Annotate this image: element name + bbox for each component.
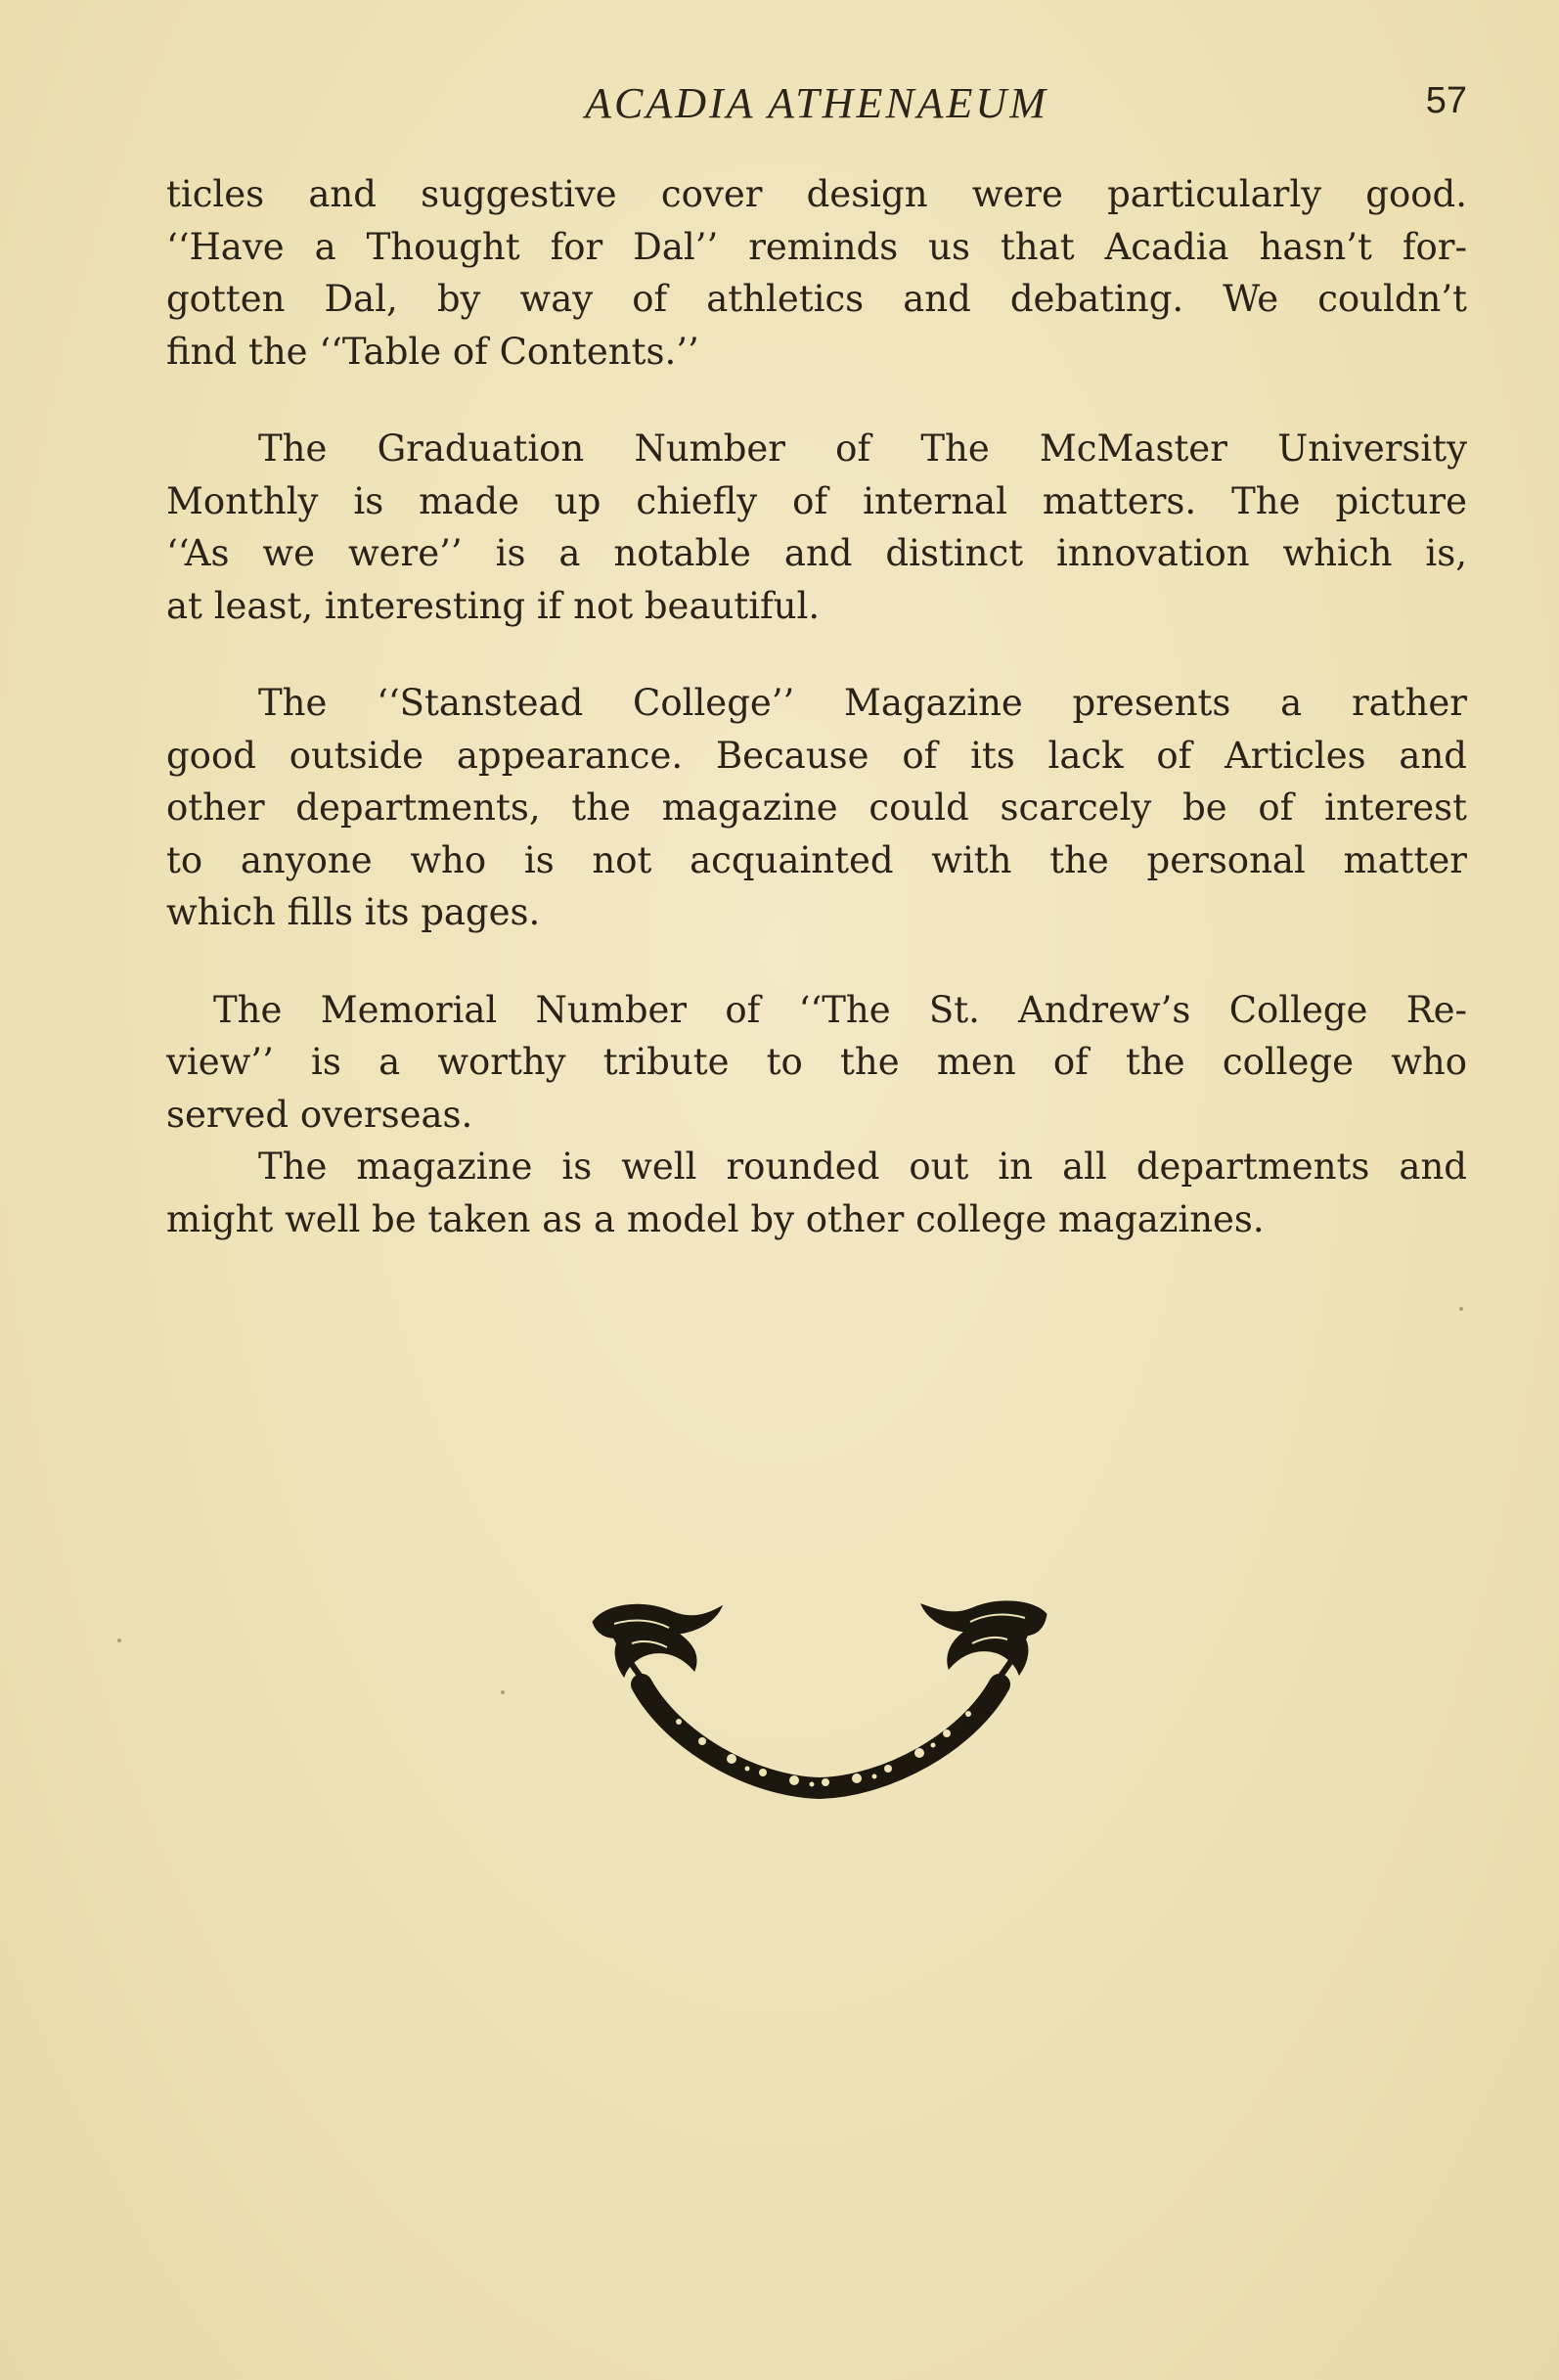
paper-speck bbox=[1459, 1307, 1463, 1311]
paragraph-mcmaster bbox=[166, 423, 1467, 632]
text-line: find the ‘‘Table of Contents.’’ bbox=[166, 330, 699, 373]
text-line: other departments, the magazine could scarcely be of interest bbox=[166, 786, 1467, 829]
text-line: ‘‘As we were’’ is a notable and distinct innovation which is, bbox=[166, 532, 1467, 574]
text-line: The Memorial Number of ‘‘The St. Andrew’s College Re- bbox=[213, 988, 1467, 1031]
body-text bbox=[166, 168, 1467, 1290]
text-line: which fills its pages. bbox=[166, 891, 541, 933]
text-line: The ‘‘Stanstead College’’ Magazine presents a rather bbox=[258, 682, 1467, 724]
paragraph-dal bbox=[166, 168, 1467, 378]
text-line: ticles and suggestive cover design were particularly good. bbox=[166, 173, 1467, 215]
paper-speck bbox=[117, 1639, 121, 1642]
text-line: to anyone who is not acquainted with the personal matter bbox=[166, 838, 1467, 881]
paragraph-stanstead bbox=[166, 677, 1467, 939]
text-line: Monthly is made up chiefly of internal matters. The picture bbox=[166, 479, 1467, 522]
text-line: served overseas. bbox=[166, 1093, 473, 1136]
paper-speck bbox=[501, 1690, 505, 1694]
text-line: view’’ is a worthy tribute to the men of the college who bbox=[166, 1041, 1467, 1083]
page-number: 57 bbox=[1425, 80, 1467, 121]
text-line: The magazine is well rounded out in all departments and bbox=[258, 1145, 1467, 1188]
running-title: ACADIA ATHENAEUM bbox=[585, 79, 1048, 127]
text-line: gotten Dal, by way of athletics and debating. We couldn’t bbox=[166, 278, 1467, 320]
paragraph-st-andrews bbox=[166, 984, 1467, 1142]
text-line: The Graduation Number of The McMaster University bbox=[258, 427, 1467, 470]
text-line: might well be taken as a model by other college magazines. bbox=[166, 1197, 1265, 1240]
text-line: ‘‘Have a Thought for Dal’’ reminds us that Acadia hasn’t for- bbox=[166, 225, 1467, 268]
text-line: good outside appearance. Because of its lack of Articles and bbox=[166, 734, 1467, 777]
text-line: at least, interesting if not beautiful. bbox=[166, 584, 821, 627]
page-header bbox=[166, 78, 1467, 137]
floral-garland-ornament-icon bbox=[585, 1594, 1054, 1800]
paragraph-model-magazine bbox=[166, 1141, 1467, 1245]
